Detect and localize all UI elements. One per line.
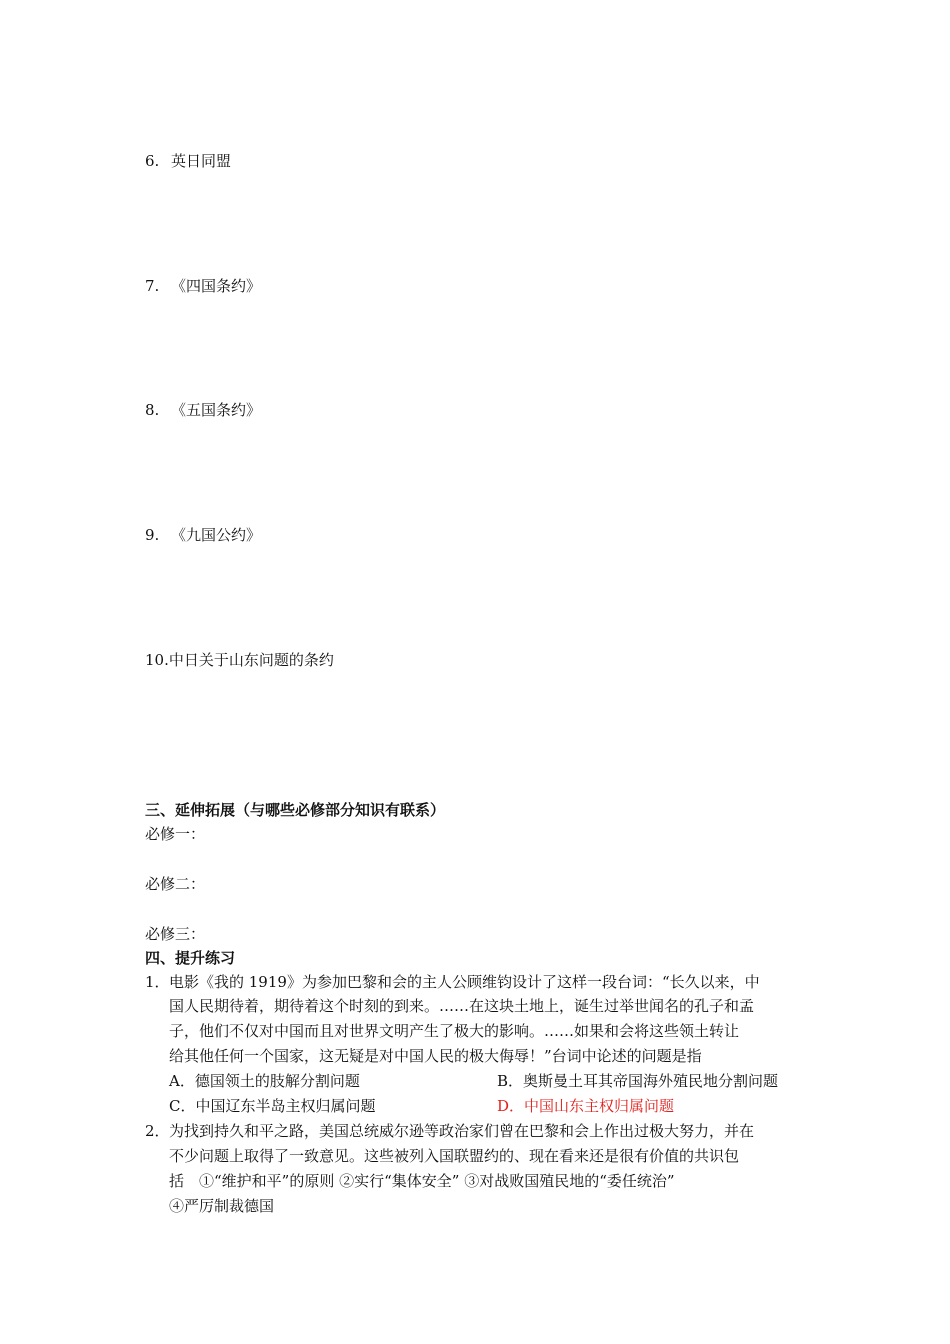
- question-1-line: 电影《我的 1919》为参加巴黎和会的主人公顾维钧设计了这样一段台词：“长久以来，中: [169, 973, 760, 991]
- question-2-line: 为找到持久和平之路，美国总统威尔逊等政治家们曾在巴黎和会上作出过极大努力，并在: [169, 1122, 755, 1140]
- section3-heading: 三、延伸拓展（与哪些必修部分知识有联系）: [145, 801, 446, 819]
- question-2-line: 不少问题上取得了一致意见。这些被列入国联盟约的、现在看来还是很有价值的共识包: [169, 1147, 740, 1165]
- term-text: 英日同盟: [171, 152, 232, 170]
- question-1-line: 给其他任何一个国家，这无疑是对中国人民的极大侮辱！”台词中论述的问题是指: [169, 1047, 702, 1065]
- term-text: 《四国条约》: [171, 277, 262, 295]
- term-item: [145, 400, 261, 420]
- term-text: 《九国公约》: [171, 526, 262, 544]
- term-item: [145, 650, 334, 670]
- required-course-3: 必修三：: [145, 925, 206, 943]
- term-item: [145, 151, 231, 171]
- term-number: 9.: [145, 526, 160, 544]
- question-1-number: 1．: [145, 973, 170, 991]
- term-number: 8.: [145, 401, 160, 419]
- term-number: 6.: [145, 152, 160, 170]
- question-2-number: 2．: [145, 1122, 170, 1140]
- option-c: C．中国辽东半岛主权归属问题: [169, 1097, 376, 1115]
- term-text: 中日关于山东问题的条约: [168, 651, 334, 669]
- term-number: 10.: [145, 651, 169, 669]
- section4-heading: 四、提升练习: [145, 949, 236, 967]
- option-a: A．德国领土的肢解分割问题: [169, 1072, 360, 1090]
- option-b: B．奥斯曼土耳其帝国海外殖民地分割问题: [497, 1072, 779, 1090]
- option-d-answer: D．中国山东主权归属问题: [497, 1097, 675, 1115]
- question-1-line: 国人民期待着，期待着这个时刻的到来。……在这块土地上，诞生过举世闻名的孔子和孟: [169, 997, 755, 1015]
- term-text: 《五国条约》: [171, 401, 262, 419]
- required-course-2: 必修二：: [145, 875, 206, 893]
- required-course-1: 必修一：: [145, 825, 206, 843]
- question-2-line: ④严厉制裁德国: [169, 1197, 275, 1215]
- question-1-line: 子，他们不仅对中国而且对世界文明产生了极大的影响。……如果和会将这些领土转让: [169, 1022, 740, 1040]
- term-number: 7.: [145, 277, 160, 295]
- question-2-line: 括 ①“维护和平”的原则 ②实行“集体安全” ③对战败国殖民地的“委任统治”: [169, 1172, 675, 1190]
- term-item: [145, 276, 261, 296]
- term-item: [145, 525, 261, 545]
